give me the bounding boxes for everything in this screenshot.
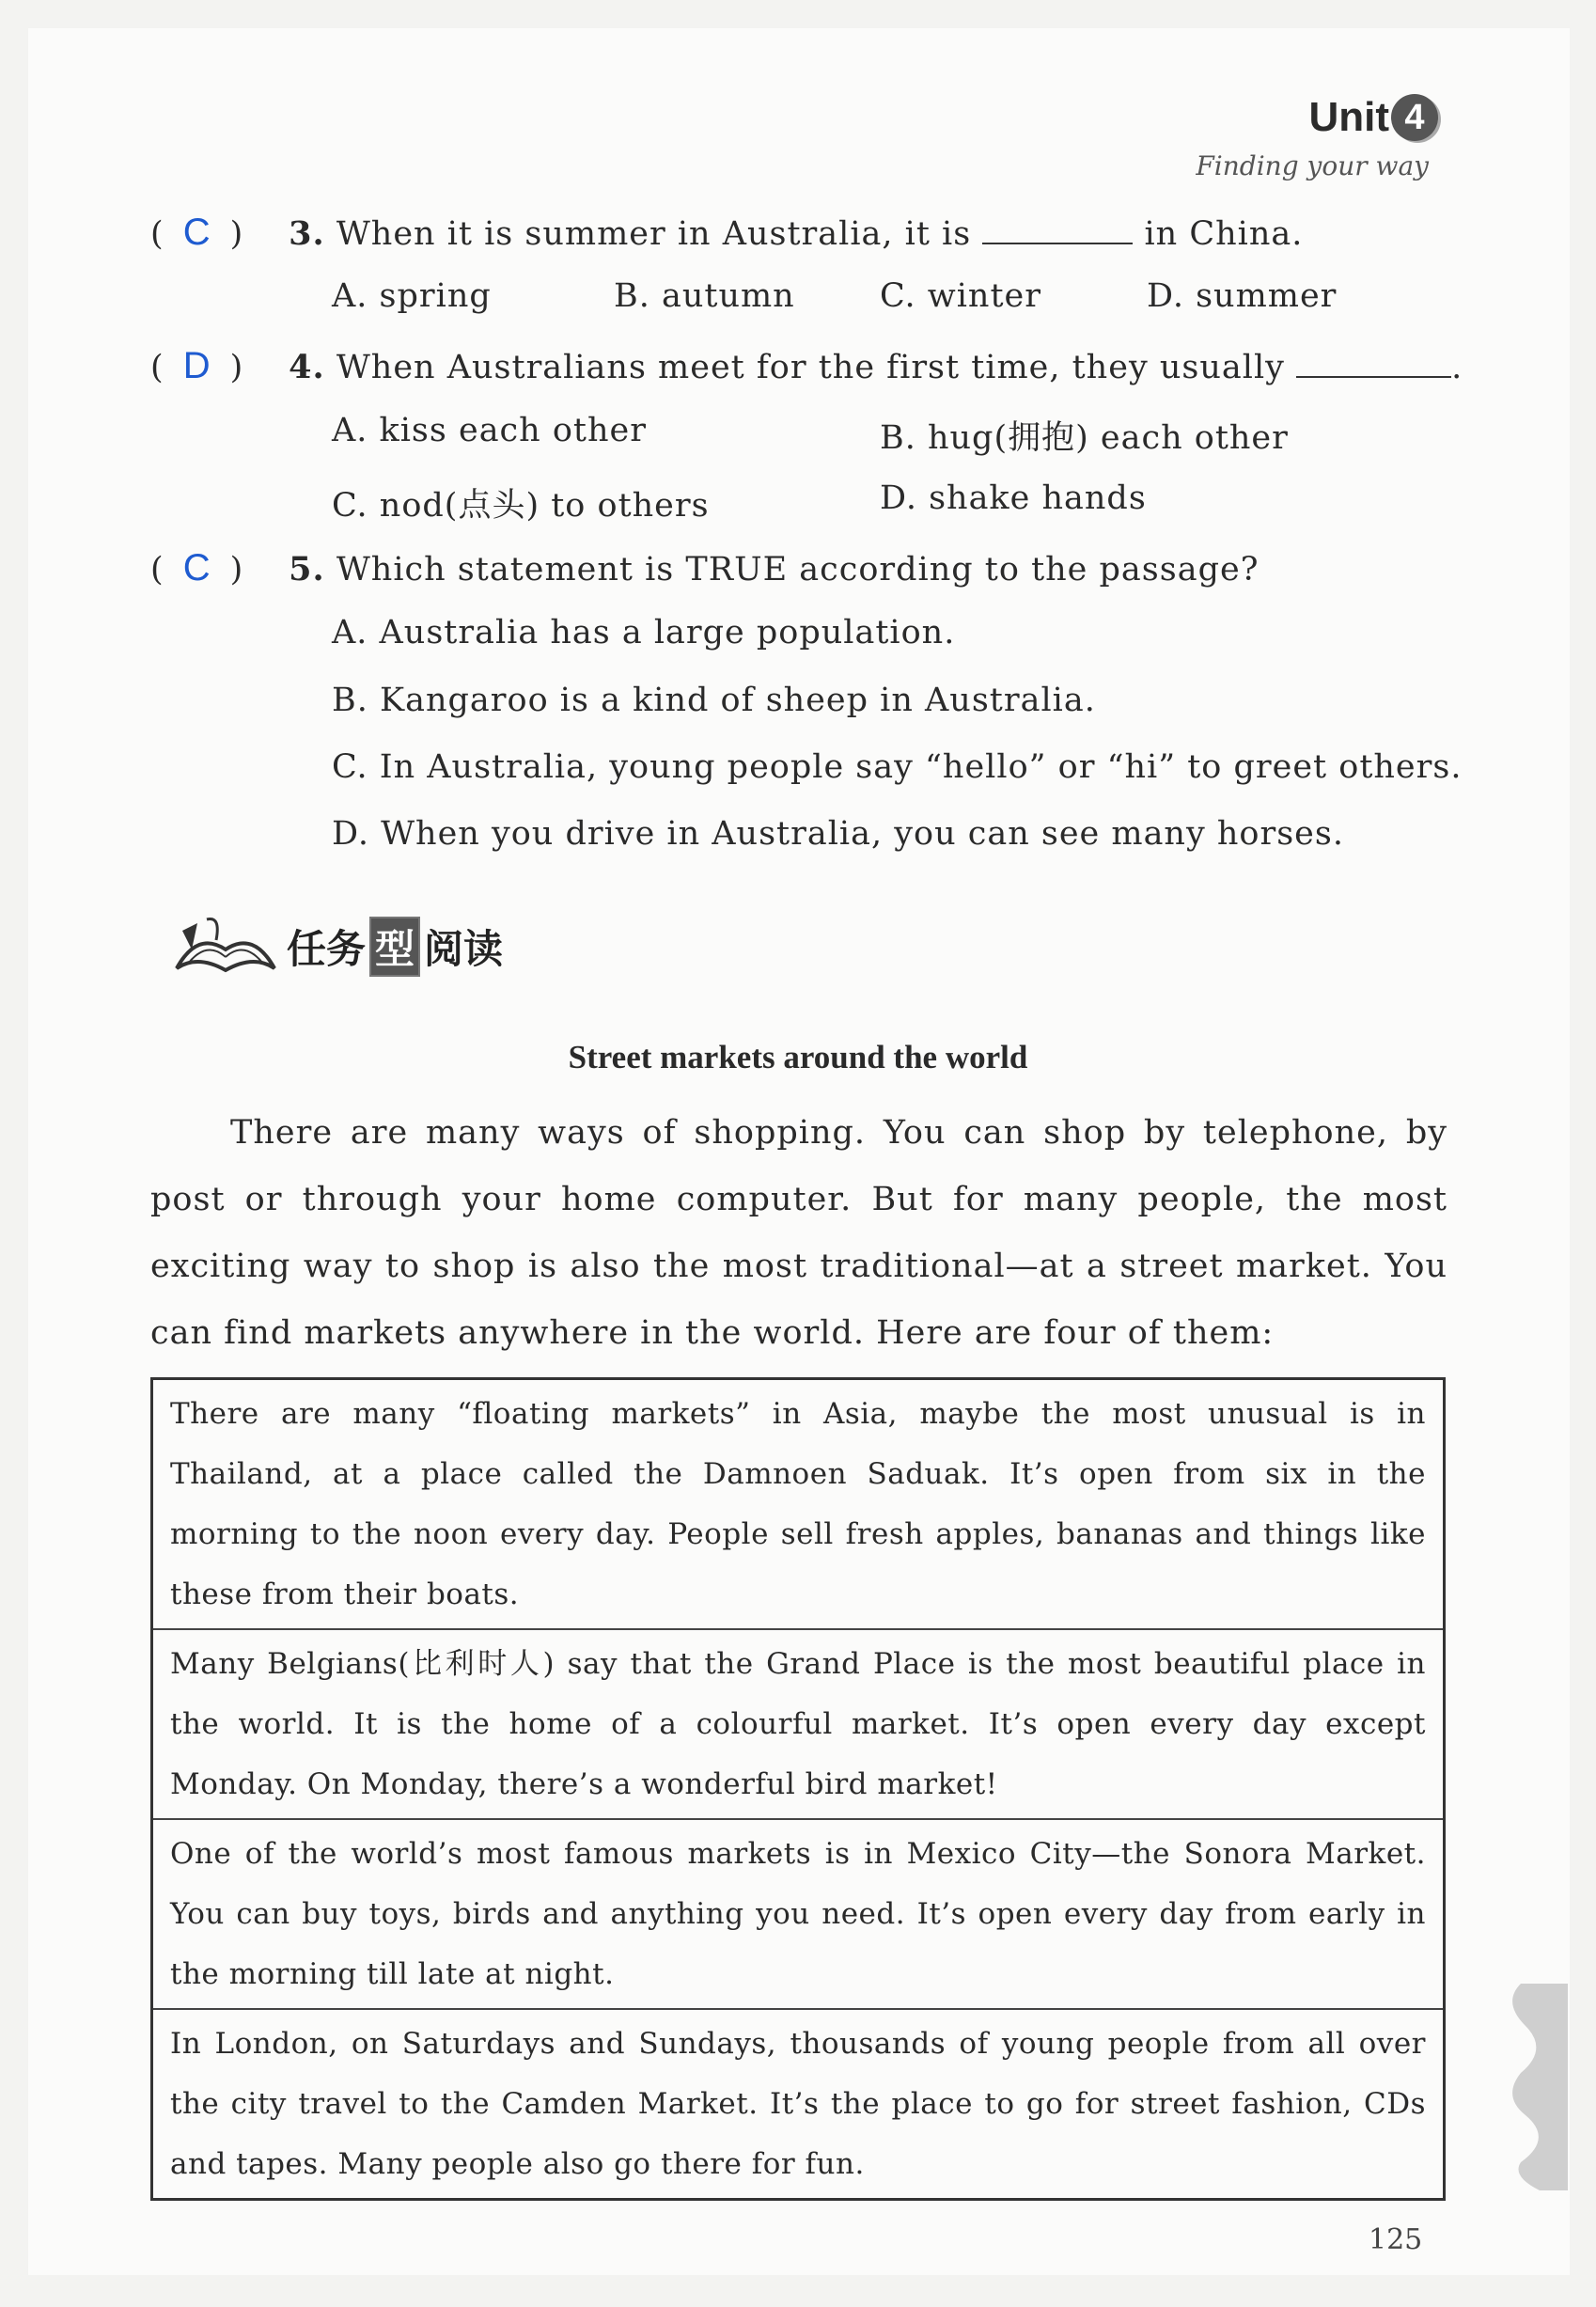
markets-table	[150, 1377, 1446, 2201]
answer-bracket: ( C )	[150, 547, 244, 589]
question-stem: When Australians meet for the first time, they usually	[336, 349, 1285, 386]
answer-bracket: ( C )	[150, 212, 244, 253]
answer-mark: C	[182, 212, 211, 253]
market-cell-asia: There are many “floating markets” in Asia, maybe the most unusual is in Thailand, at a place called the Damnoen Saduak. It’s open from six in the morning to the noon every day. People sell fresh apples, bananas and things like these from their boats.	[152, 1379, 1445, 1630]
unit-label: Unit	[1308, 94, 1389, 140]
unit-header	[1269, 94, 1438, 141]
option-a: A. kiss each other	[332, 412, 647, 449]
answer-blank	[982, 214, 1133, 244]
option-c: C. nod(点头) to others	[332, 487, 710, 525]
question-stem-end: .	[1451, 349, 1463, 386]
answer-mark: D	[182, 345, 211, 386]
answer-mark: C	[182, 547, 211, 589]
section-title-boxed: 型	[369, 917, 420, 977]
section-title-text	[287, 917, 503, 977]
table-row	[152, 1629, 1445, 1819]
open-book-icon	[169, 912, 282, 982]
market-cell-belgium: Many Belgians(比利时人) say that the Grand Place is the most beautiful place in the world. It is the home of a colourful market. It’s open every day except Monday. On Monday, there’s a wonderful bird market!	[152, 1629, 1445, 1819]
page-number: 125	[1369, 2223, 1423, 2256]
option-a: A. Australia has a large population.	[332, 614, 956, 651]
question-3	[150, 212, 1303, 254]
market-cell-london: In London, on Saturdays and Sundays, thousands of young people from all over the city travel to the Camden Market. It’s the place to go for street fashion, CDs and tapes. Many people also go there for fun.	[152, 2009, 1445, 2200]
option-d: D. shake hands	[880, 479, 1147, 517]
table-row	[152, 1819, 1445, 2009]
article-title: Street markets around the world	[568, 1039, 1028, 1075]
table-row	[152, 2009, 1445, 2200]
section-title-part2: 阅读	[424, 926, 504, 972]
question-number: 4.	[289, 348, 325, 386]
question-stem: When it is summer in Australia, it is	[336, 215, 972, 253]
option-c: C. In Australia, young people say “hello” or “hi” to greet others.	[332, 748, 1463, 786]
section-title-part1: 任务	[287, 926, 367, 972]
option-a: A. spring	[332, 277, 492, 315]
unit-number-badge: 4	[1391, 94, 1438, 141]
option-b: B. hug(拥抱) each other	[880, 419, 1289, 457]
decorative-swirl-icon	[1502, 1984, 1568, 2190]
answer-blank	[1296, 348, 1451, 378]
option-d: D. When you drive in Australia, you can see many horses.	[332, 815, 1344, 853]
table-row	[152, 1379, 1445, 1630]
market-cell-mexico: One of the world’s most famous markets is in Mexico City—the Sonora Market. You can buy toys, birds and anything you need. It’s open every day from early in the morning till late at night.	[152, 1819, 1445, 2009]
question-4	[150, 345, 1463, 387]
unit-subtitle: Finding your way	[1196, 150, 1429, 181]
option-d: D. summer	[1147, 277, 1338, 315]
option-b: B. Kangaroo is a kind of sheep in Australia.	[332, 682, 1096, 719]
question-stem-end: in China.	[1144, 215, 1304, 253]
article-intro: There are many ways of shopping. You can shop by telephone, by post or through your home computer. But for many people, the most exciting way to shop is also the most traditional—at a street market. You can find markets anywhere in the world. Here are four of them:	[150, 1114, 1447, 1352]
question-number: 5.	[289, 550, 325, 589]
question-5	[150, 547, 1259, 589]
option-b: B. autumn	[614, 277, 795, 315]
question-stem: Which statement is TRUE according to the passage?	[336, 551, 1260, 589]
option-c: C. winter	[880, 277, 1041, 315]
answer-bracket: ( D )	[150, 345, 244, 386]
question-number: 3.	[289, 214, 325, 253]
